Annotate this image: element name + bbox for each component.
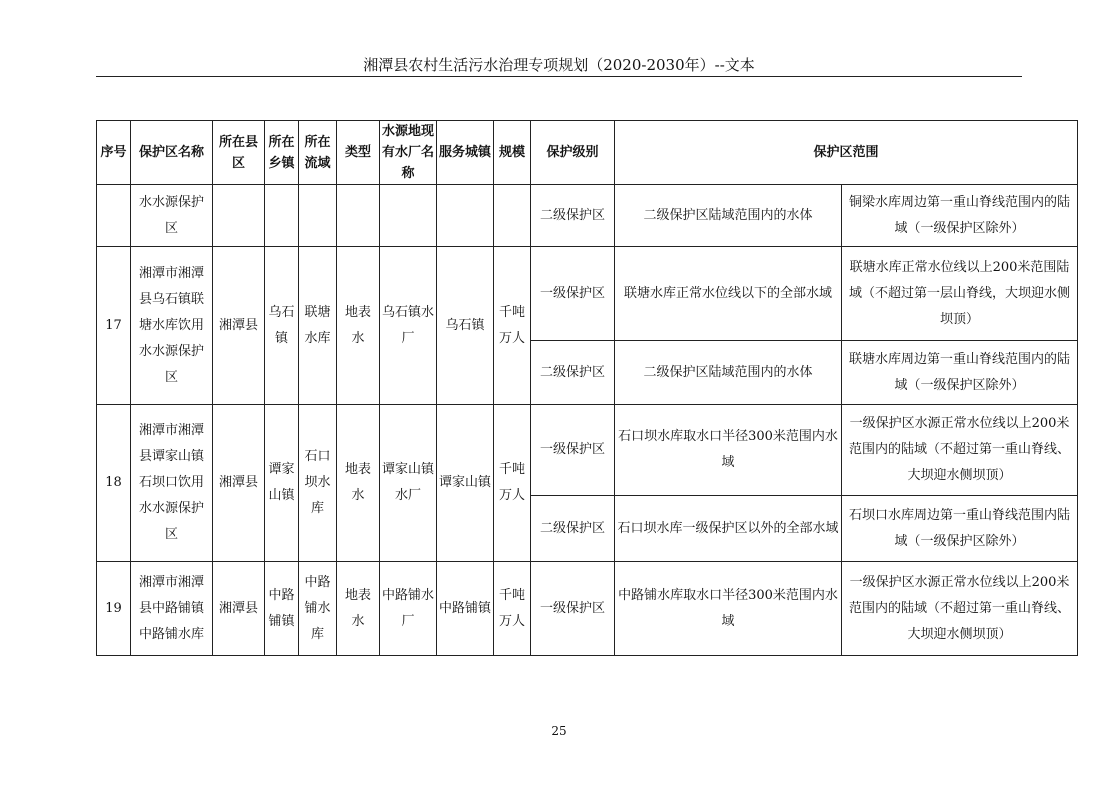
cell-plant (380, 185, 437, 247)
cell-basin (299, 185, 337, 247)
cell-land-range: 联塘水库正常水位线以上200米范围陆域（不超过第一层山脊线，大坝迎水侧坝顶） (842, 247, 1078, 341)
cell-index: 19 (97, 562, 131, 656)
cell-type: 地表水 (337, 247, 380, 405)
header-service: 服务城镇 (437, 121, 494, 185)
cell-water-range: 联塘水库正常水位线以下的全部水域 (615, 247, 842, 341)
header-type: 类型 (337, 121, 380, 185)
table-row (97, 405, 1078, 496)
cell-name: 湘潭市湘潭县谭家山镇石坝口饮用水水源保护区 (131, 405, 213, 562)
cell-basin: 中路铺水库 (299, 562, 337, 656)
protection-zone-table (96, 120, 1078, 656)
header-county: 所在县区 (213, 121, 265, 185)
cell-service: 乌石镇 (437, 247, 494, 405)
cell-land-range: 石坝口水库周边第一重山脊线范围内陆域（一级保护区除外） (842, 496, 1078, 562)
cell-service: 谭家山镇 (437, 405, 494, 562)
cell-plant: 中路铺水厂 (380, 562, 437, 656)
cell-scale (494, 185, 531, 247)
cell-town: 中路铺镇 (265, 562, 299, 656)
cell-basin: 石口坝水库 (299, 405, 337, 562)
cell-name: 湘潭市湘潭县中路铺镇中路铺水库 (131, 562, 213, 656)
cell-town: 乌石镇 (265, 247, 299, 405)
cell-type: 地表水 (337, 405, 380, 562)
header-index: 序号 (97, 121, 131, 185)
cell-level: 二级保护区 (531, 496, 615, 562)
cell-service: 中路铺镇 (437, 562, 494, 656)
cell-index: 17 (97, 247, 131, 405)
cell-level: 二级保护区 (531, 341, 615, 405)
page-header: 湘潭县农村生活污水治理专项规划（2020-2030年）--文本 (363, 56, 755, 74)
cell-name: 水水源保护区 (131, 185, 213, 247)
cell-service (437, 185, 494, 247)
table-row (97, 562, 1078, 656)
cell-water-range: 石口坝水库一级保护区以外的全部水域 (615, 496, 842, 562)
cell-name: 湘潭市湘潭县乌石镇联塘水库饮用水水源保护区 (131, 247, 213, 405)
cell-town: 谭家山镇 (265, 405, 299, 562)
cell-county: 湘潭县 (213, 247, 265, 405)
header-rule (96, 76, 1022, 77)
cell-level: 一级保护区 (531, 247, 615, 341)
header-name: 保护区名称 (131, 121, 213, 185)
cell-county: 湘潭县 (213, 405, 265, 562)
cell-county: 湘潭县 (213, 562, 265, 656)
cell-land-range: 联塘水库周边第一重山脊线范围内的陆域（一级保护区除外） (842, 341, 1078, 405)
table-row (97, 247, 1078, 341)
cell-level: 二级保护区 (531, 185, 615, 247)
cell-water-range: 石口坝水库取水口半径300米范围内水域 (615, 405, 842, 496)
cell-basin: 联塘水库 (299, 247, 337, 405)
cell-scale: 千吨万人 (494, 405, 531, 562)
cell-water-range: 二级保护区陆域范围内的水体 (615, 341, 842, 405)
cell-level: 一级保护区 (531, 405, 615, 496)
table-row (97, 185, 1078, 247)
cell-county (213, 185, 265, 247)
cell-type (337, 185, 380, 247)
cell-water-range: 中路铺水库取水口半径300米范围内水域 (615, 562, 842, 656)
header-range: 保护区范围 (615, 121, 1078, 185)
cell-index (97, 185, 131, 247)
cell-town (265, 185, 299, 247)
cell-water-range: 二级保护区陆域范围内的水体 (615, 185, 842, 247)
header-level: 保护级别 (531, 121, 615, 185)
page-number: 25 (551, 724, 567, 738)
cell-type: 地表水 (337, 562, 380, 656)
cell-scale: 千吨万人 (494, 247, 531, 405)
cell-plant: 乌石镇水厂 (380, 247, 437, 405)
cell-land-range: 一级保护区水源正常水位线以上200米范围内的陆域（不超过第一重山脊线、大坝迎水侧坝顶） (842, 562, 1078, 656)
header-basin: 所在流域 (299, 121, 337, 185)
header-plant: 水源地现有水厂名称 (380, 121, 437, 185)
cell-plant: 谭家山镇水厂 (380, 405, 437, 562)
cell-level: 一级保护区 (531, 562, 615, 656)
cell-scale: 千吨万人 (494, 562, 531, 656)
cell-land-range: 一级保护区水源正常水位线以上200米范围内的陆域（不超过第一重山脊线、大坝迎水侧坝顶） (842, 405, 1078, 496)
header-scale: 规模 (494, 121, 531, 185)
table-header-row (97, 121, 1078, 185)
header-town: 所在乡镇 (265, 121, 299, 185)
cell-index: 18 (97, 405, 131, 562)
cell-land-range: 铜梁水库周边第一重山脊线范围内的陆域（一级保护区除外） (842, 185, 1078, 247)
